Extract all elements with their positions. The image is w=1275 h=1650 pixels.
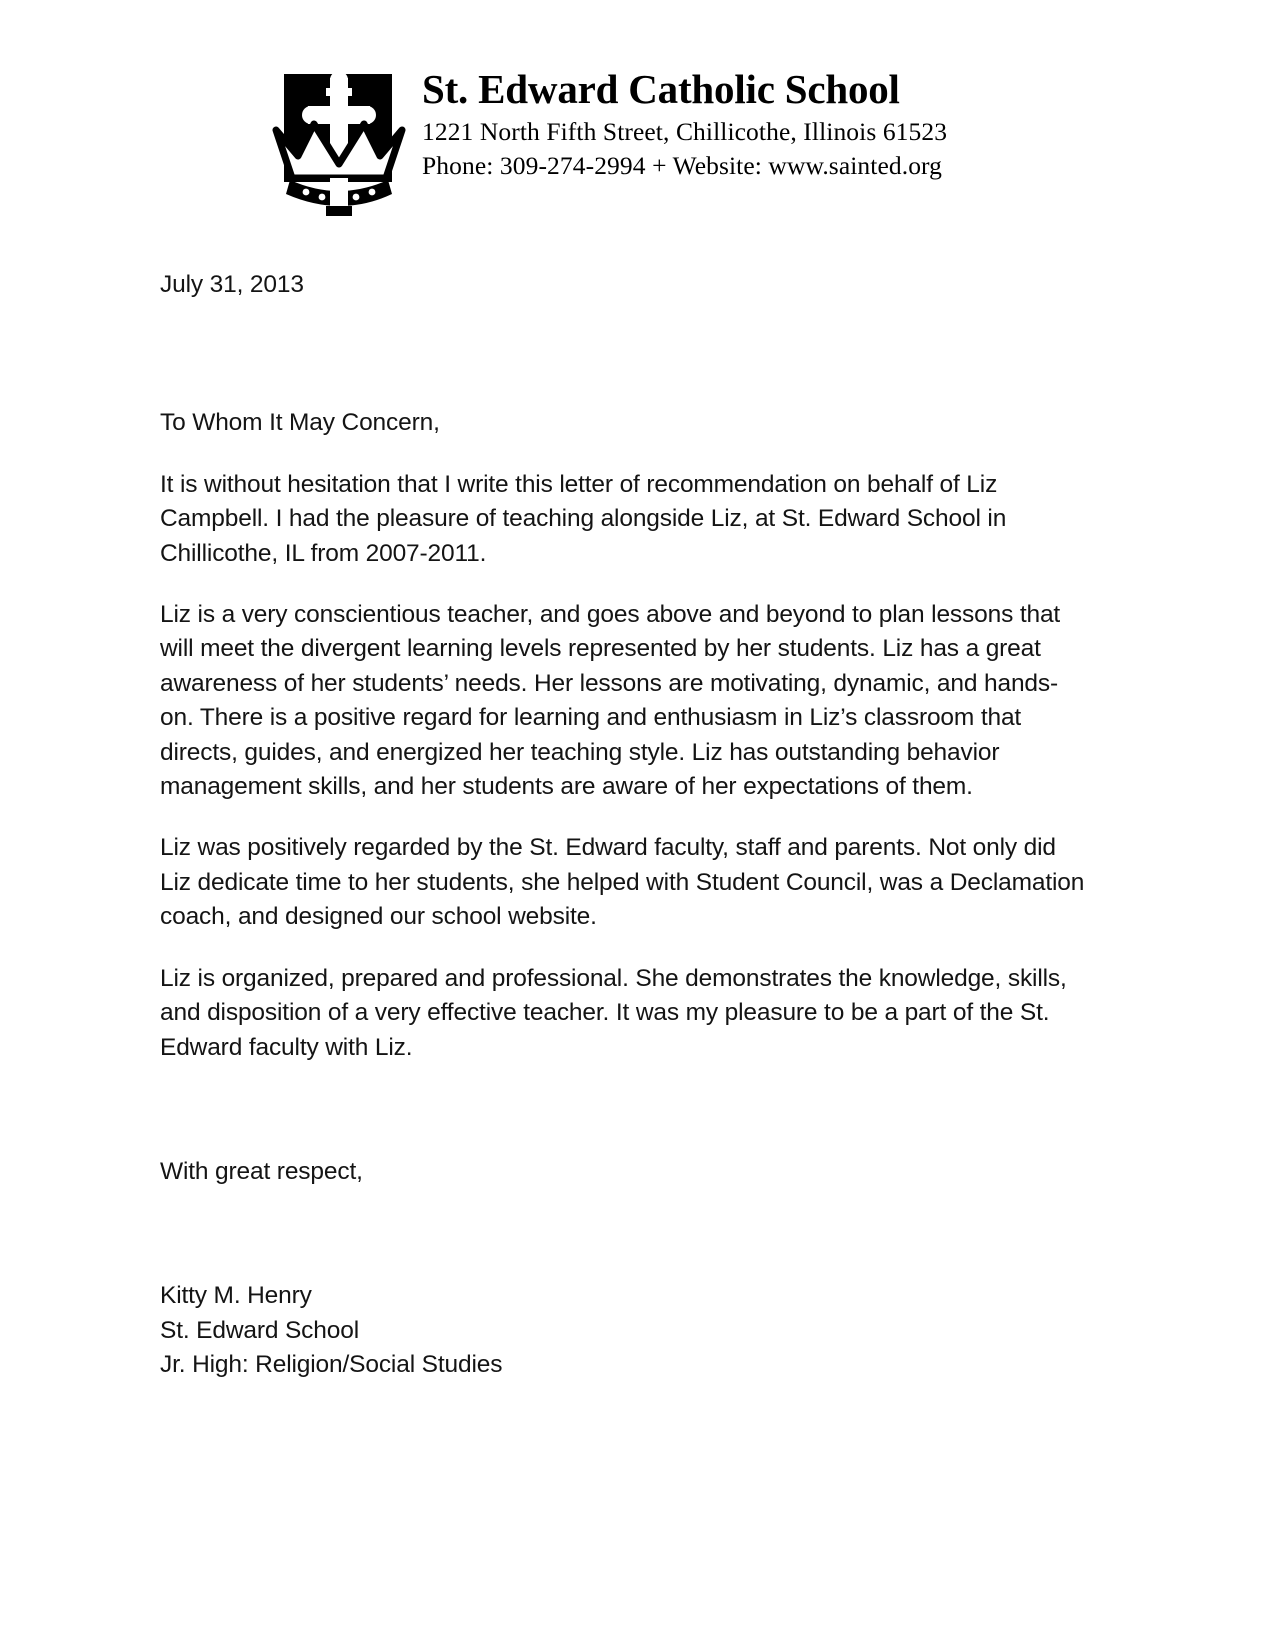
- school-address: 1221 North Fifth Street, Chillicothe, Illinois 61523: [422, 117, 948, 146]
- school-contact: Phone: 309-274-2994 + Website: www.sainted.org: [422, 151, 943, 180]
- signer-organization: St. Edward School: [160, 1316, 360, 1344]
- signer-name: Kitty M. Henry: [160, 1282, 312, 1310]
- letter-body: [160, 268, 1090, 1383]
- school-crest-icon: [268, 68, 410, 216]
- letter-paragraph-4: Liz is organized, prepared and professional. She demonstrates the knowledge, skills, and disposition of a very effective teacher. It was my pleasure to be a part of the St. Edward faculty with Liz.: [160, 964, 1067, 1061]
- letter-paragraph-3: Liz was positively regarded by the St. Edward faculty, staff and parents. Not only did Liz dedicate time to her students, she helped with Student Council, was a Declamation coach, and designed our school website.: [160, 834, 1085, 931]
- letter-paragraph-1: It is without hesitation that I write this letter of recommendation on behalf of Liz Campbell. I had the pleasure of teaching alongside Liz, at St. Edward School in Chillicothe, IL from 2007-2011.: [160, 470, 1007, 567]
- school-name: St. Edward Catholic School: [422, 66, 900, 112]
- letterhead: [268, 62, 968, 216]
- letter-closing: With great respect,: [160, 1157, 363, 1185]
- letter-date: July 31, 2013: [160, 271, 304, 298]
- letter-paragraph-2: Liz is a very conscientious teacher, and goes above and beyond to plan lessons that will meet the divergent learning levels represented by her students. Liz has a great awareness of her students’ needs. Her lessons are motivating, dynamic, and hands-on. There is a positive regard for learning and enthusiasm in Liz’s classroom that directs, guides, and energized her teaching style. Liz has outstanding behavior management skills, and her students are aware of her expectations of them.: [160, 601, 1061, 801]
- letterhead-text: [422, 62, 947, 183]
- signature-block: [160, 1189, 1090, 1382]
- letter-salutation: To Whom It May Concern,: [160, 409, 440, 437]
- signer-title: Jr. High: Religion/Social Studies: [160, 1351, 503, 1379]
